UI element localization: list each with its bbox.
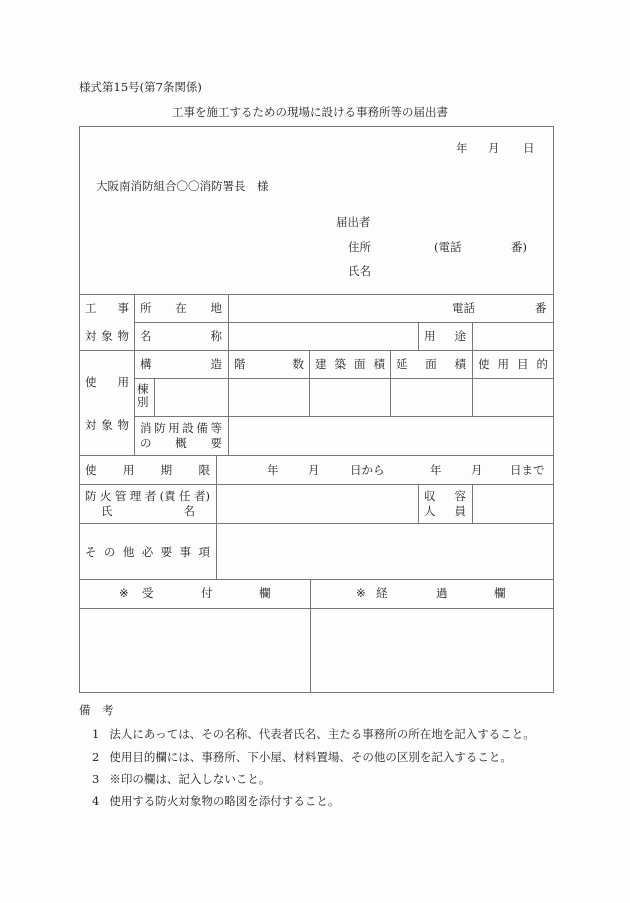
date-year: 年 (456, 141, 468, 155)
location-label: 所 在 地 (140, 301, 222, 315)
divider (79, 350, 553, 351)
period-to-month: 月 (471, 463, 483, 477)
date-day: 日 (523, 141, 535, 155)
other-label: そ の 他 必 要 事 項 (85, 545, 210, 559)
location-phone-label: 電話 (452, 301, 475, 315)
building-id-label: 棟 別 (137, 382, 149, 409)
construction-label: 工 事 (85, 301, 129, 315)
period-from-year: 年 (267, 463, 279, 477)
period-to-day: 日まで (510, 463, 545, 477)
note-item: 1 法人にあっては、その名称、代表者氏名、主たる事務所の所在地を記入すること。 (92, 727, 535, 741)
name-field-label: 名 称 (140, 329, 222, 343)
capacity-label: 収 容 (424, 489, 466, 503)
structure-input[interactable] (155, 379, 228, 416)
progress-area (311, 609, 552, 692)
construction-name-input[interactable] (229, 323, 417, 350)
usage-label: 使 用 (85, 375, 129, 389)
applicant-label: 届出者 (336, 215, 371, 229)
manager-label: 防 火 管 理 者 (責 任 者) (85, 489, 210, 503)
fire-equipment-label-sub: の 概 要 (140, 436, 222, 450)
note-item: 2 使用目的欄には、事務所、下小屋、材料置場、その他の区別を記入すること。 (92, 750, 512, 764)
structure-label: 構 造 (140, 357, 222, 371)
form-title: 工事を施工するための現場に設ける事務所等の届出書 (172, 105, 448, 119)
location-input[interactable] (229, 295, 552, 322)
addressee: 大阪南消防組合〇〇消防署長 様 (96, 179, 269, 193)
period-to-year: 年 (430, 463, 442, 477)
total-floor-area-input[interactable] (391, 379, 472, 416)
name-label: 氏名 (348, 264, 371, 278)
usage-label-sub: 対 象 物 (85, 418, 129, 432)
capacity-input[interactable] (473, 485, 552, 523)
phone-suffix: 番) (511, 240, 527, 254)
building-area-input[interactable] (310, 379, 390, 416)
note-item: 3 ※印の欄は、記入しないこと。 (92, 772, 271, 786)
building-area-label: 建 築 面 積 (315, 357, 385, 371)
purpose-label: 使 用 目 的 (478, 357, 548, 371)
total-floor-area-label: 延 面 積 (396, 357, 466, 371)
manager-name-input[interactable] (217, 485, 418, 523)
manager-label-sub: 氏 名 (101, 504, 195, 518)
floors-label: 階 数 (234, 357, 304, 371)
divider (418, 484, 419, 523)
divider (134, 294, 135, 455)
fire-equipment-label: 消 防 用 設 備 等 (140, 421, 222, 435)
use-label: 用 途 (424, 329, 466, 343)
divider (418, 322, 419, 350)
other-input[interactable] (217, 524, 552, 579)
form-number: 様式第15号(第7条関係) (79, 80, 202, 94)
reception-area (80, 609, 310, 692)
address-label: 住所 (348, 240, 371, 254)
period-from-month: 月 (308, 463, 320, 477)
location-phone-suffix: 番 (535, 301, 547, 315)
phone-label: (電話 (434, 240, 462, 254)
capacity-label-sub: 人 員 (424, 504, 466, 518)
purpose-input[interactable] (473, 379, 552, 416)
floors-input[interactable] (229, 379, 309, 416)
divider (79, 579, 553, 580)
date-month: 月 (488, 141, 500, 155)
period-from-day: 日から (350, 463, 385, 477)
notes-heading: 備 考 (79, 703, 114, 717)
note-item: 4 使用する防火対象物の略図を添付すること。 (92, 794, 340, 808)
fire-equipment-input[interactable] (229, 417, 552, 455)
period-label: 使 用 期 限 (85, 463, 210, 477)
use-input[interactable] (473, 323, 552, 350)
construction-label-sub: 対 象 物 (85, 329, 129, 343)
